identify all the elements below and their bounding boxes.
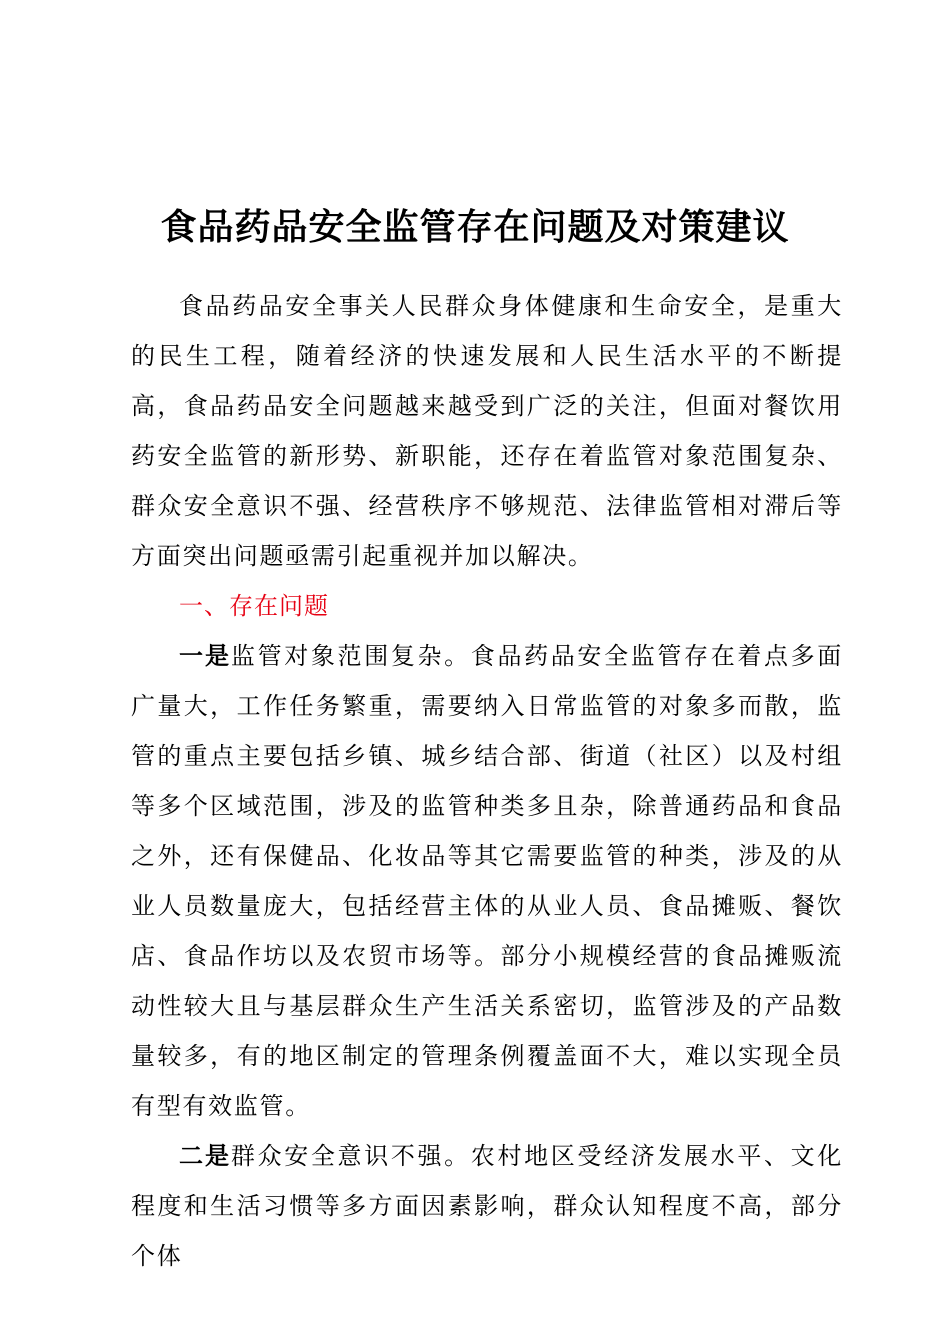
intro-paragraph: 食品药品安全事关人民群众身体健康和生命安全，是重大的民生工程，随着经济的快速发展和人民生活水平的不断提高，食品药品安全问题越来越受到广泛的关注，但面对餐饮用药安全监管的新形势、新职能，还存在着监管对象范围复杂、群众安全意识不强、经营秩序不够规范、法律监管相对滞后等方面突出问题亟需引起重视并加以解决。 (131, 292, 843, 570)
point-1-lead: 一是 (179, 642, 231, 670)
document-body (131, 281, 843, 1281)
section-heading: 一、存在问题 (179, 592, 329, 620)
point-2-lead: 二是 (179, 1142, 231, 1170)
document-title: 食品药品安全监管存在问题及对策建议 (160, 207, 790, 248)
point-2-paragraph (131, 1131, 843, 1281)
point-1-paragraph (131, 631, 843, 1131)
point-1-text: 监管对象范围复杂。食品药品安全监管存在着点多面广量大，工作任务繁重，需要纳入日常监管的对象多而散，监管的重点主要包括乡镇、城乡结合部、街道（社区）以及村组等多个区域范围，涉及的监管种类多且杂，除普通药品和食品之外，还有保健品、化妆品等其它需要监管的种类，涉及的从业人员数量庞大，包括经营主体的从业人员、食品摊贩、餐饮店、食品作坊以及农贸市场等。部分小规模经营的食品摊贩流动性较大且与基层群众生产生活关系密切，监管涉及的产品数量较多，有的地区制定的管理条例覆盖面不大，难以实现全员有型有效监管。 (131, 642, 844, 1120)
point-2-text: 群众安全意识不强。农村地区受经济发展水平、文化程度和生活习惯等多方面因素影响，群众认知程度不高，部分个体 (131, 1142, 844, 1270)
